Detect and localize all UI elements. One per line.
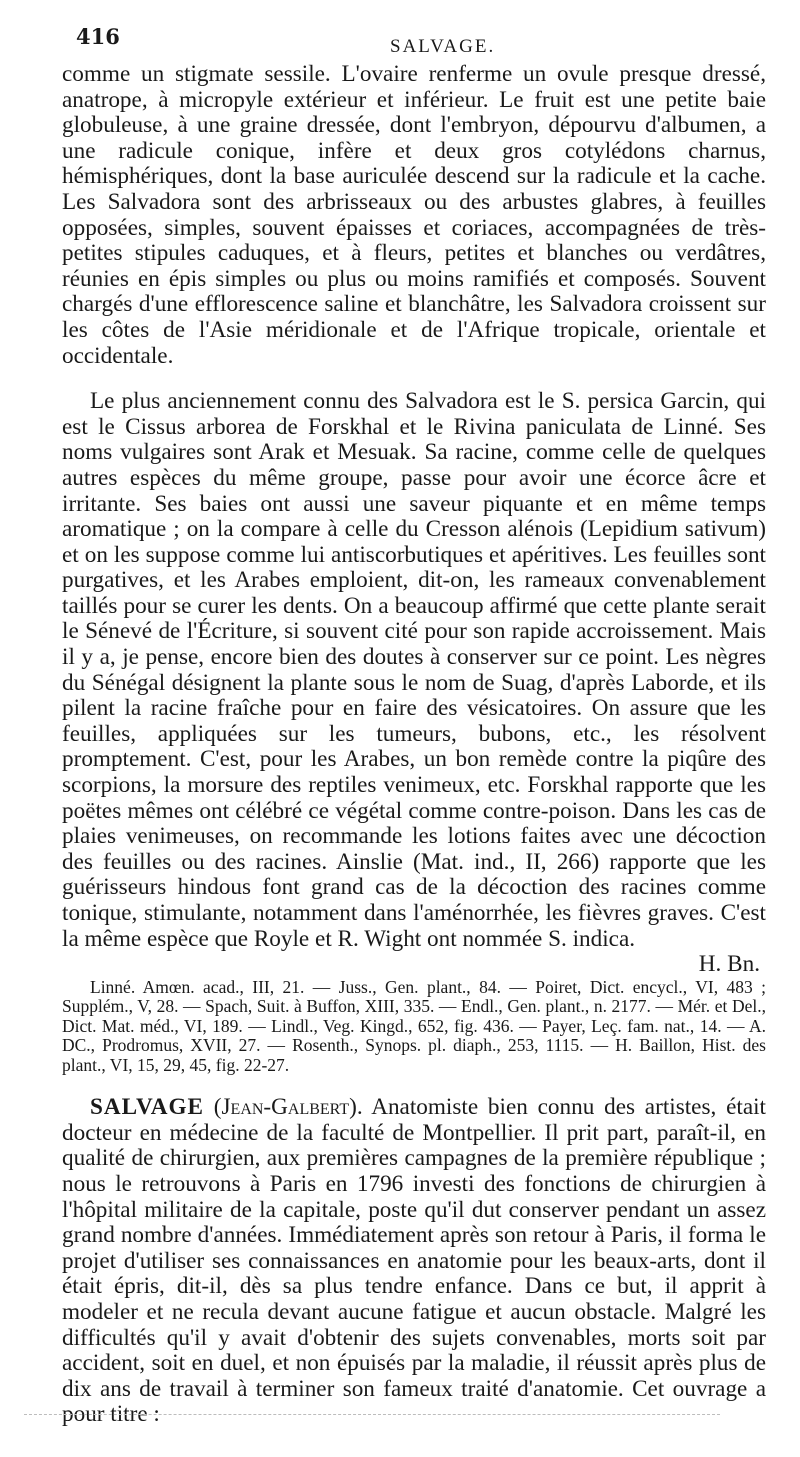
running-head: SALVAGE. <box>390 36 496 57</box>
bibliography: Linné. Amœn. acad., III, 21. — Juss., Gen. plant., 84. — Poiret, Dict. encycl., VI, 483 ; Supplém., V, 28. — Spach, Suit. à Buffon, XIII, 335. — Endl., Gen. plant., n. 2177. — Mér. et Del., Dict. Mat. méd., VI, 189. — Lindl., Veg. Kingd., 652, fig. 436. — Payer, Leç. fam. nat., 14. — A. DC., Prodromus, XVII, 27. — Rosenth., Synops. pl. diaph., 253, 1115. — H. Baillon, Hist. des plant., VI, 15, 29, 45, fig. 22-27. <box>62 976 766 1075</box>
salvage-entry <box>62 1095 766 1428</box>
entry-headword: SALVAGE <box>90 1094 204 1121</box>
body-text <box>62 62 766 1428</box>
continuation-paragraph: comme un stigmate sessile. L'ovaire renferme un ovule presque dressé, anatrope, à micropyle extérieur et inférieur. Le fruit est une petite baie globuleuse, à une graine dressée, dont l'embryon, dépourvu d'albumen, a une radicule conique, infère et deux gros cotylédons charnus, hémisphériques, dont la base auriculée descend sur la radicule et la cache. Les Salvadora sont des arbrisseaux ou des arbustes glabres, à feuilles opposées, simples, souvent épaisses et coriaces, accompagnées de très-petites stipules caduques, et à fleurs, petites et blanches ou verdâtres, réunies en épis simples ou plus ou moins ramifiés et composés. Souvent chargés d'une efflorescence saline et blanchâtre, les Salvadora croissent sur les côtes de l'Asie méridionale et de l'Afrique tropicale, orientale et occidentale. <box>62 61 766 369</box>
salvadora-paragraph: Le plus anciennement connu des Salvadora est le S. persica Garcin, qui est le Cissus arborea de Forskhal et le Rivina paniculata de Linné. Ses noms vulgaires sont Arak et Mesuak. Sa racine, comme celle de quelques autres espèces du même groupe, passe pour avoir une écorce âcre et irritante. Ses baies ont aussi une saveur piquante et en même temps aromatique ; on la compare à celle du Cresson alénois (Lepidium sativum) et on les suppose comme lui antiscorbutiques et apéritives. Les feuilles sont purgatives, et les Arabes emploient, dit-on, les rameaux convenablement taillés pour se curer les dents. On a beaucoup affirmé que cette plante serait le Sénevé de l'Écriture, si souvent cité pour son rapide accroissement. Mais il y a, je pense, encore bien des doutes à conserver sur ce point. Les nègres du Sénégal désignent la plante sous le nom de Suag, d'après Laborde, et ils pilent la racine fraîche pour en faire des vésicatoires. On assure que les feuilles, appliquées sur les tumeurs, bubons, etc., les résolvent promptement. C'est, pour les Arabes, un bon remède contre la piqûre des scorpions, la morsure des reptiles venimeux, etc. Forskhal rapporte que les poëtes mêmes ont célébré ce végétal comme contre-poison. Dans les cas de plaies venimeuses, on recommande les lotions faites avec une décoction des feuilles ou des racines. Ainslie (Mat. ind., II, 266) rapporte que les guérisseurs hindous font grand cas de la décoction des racines comme tonique, stimulante, notamment dans l'aménorrhée, les fièvres graves. C'est la même espèce que Royle et R. Wight ont nommée S. indica. <box>62 388 766 952</box>
entry-names: (Jean-Galbert). <box>213 1094 363 1121</box>
entry-text: Anatomiste bien connu des artistes, était docteur en médecine de la faculté de Montpellier. Il prit part, paraît-il, en qualité de chirurgien, aux premières campagnes de la première république ; nous le retrouvons à Paris en 1796 investi des fonctions de chirurgien à l'hôpital militaire de la capitale, poste qu'il dut conserver pendant un assez grand nombre d'années. Immédiatement après son retour à Paris, il forma le projet d'utiliser ses connaissances en anatomie pour les beaux-arts, dont il était épris, dit-il, dès sa plus tendre enfance. Dans ce but, il apprit à modeler et ne recula devant aucune fatigue et aucun obstacle. Malgré les difficultés qu'il y avait d'obtenir des sujets convenables, morts soit par accident, soit en duel, et non épuisés par la maladie, il réussit après plus de dix ans de travail à terminer son fameux traité d'anatomie. Cet ouvrage a pour titre : <box>62 1094 766 1428</box>
bottom-rule <box>24 1414 720 1417</box>
page-header <box>72 22 760 58</box>
author-signature: H. Bn. <box>698 951 760 978</box>
page-number: 416 <box>76 24 120 49</box>
